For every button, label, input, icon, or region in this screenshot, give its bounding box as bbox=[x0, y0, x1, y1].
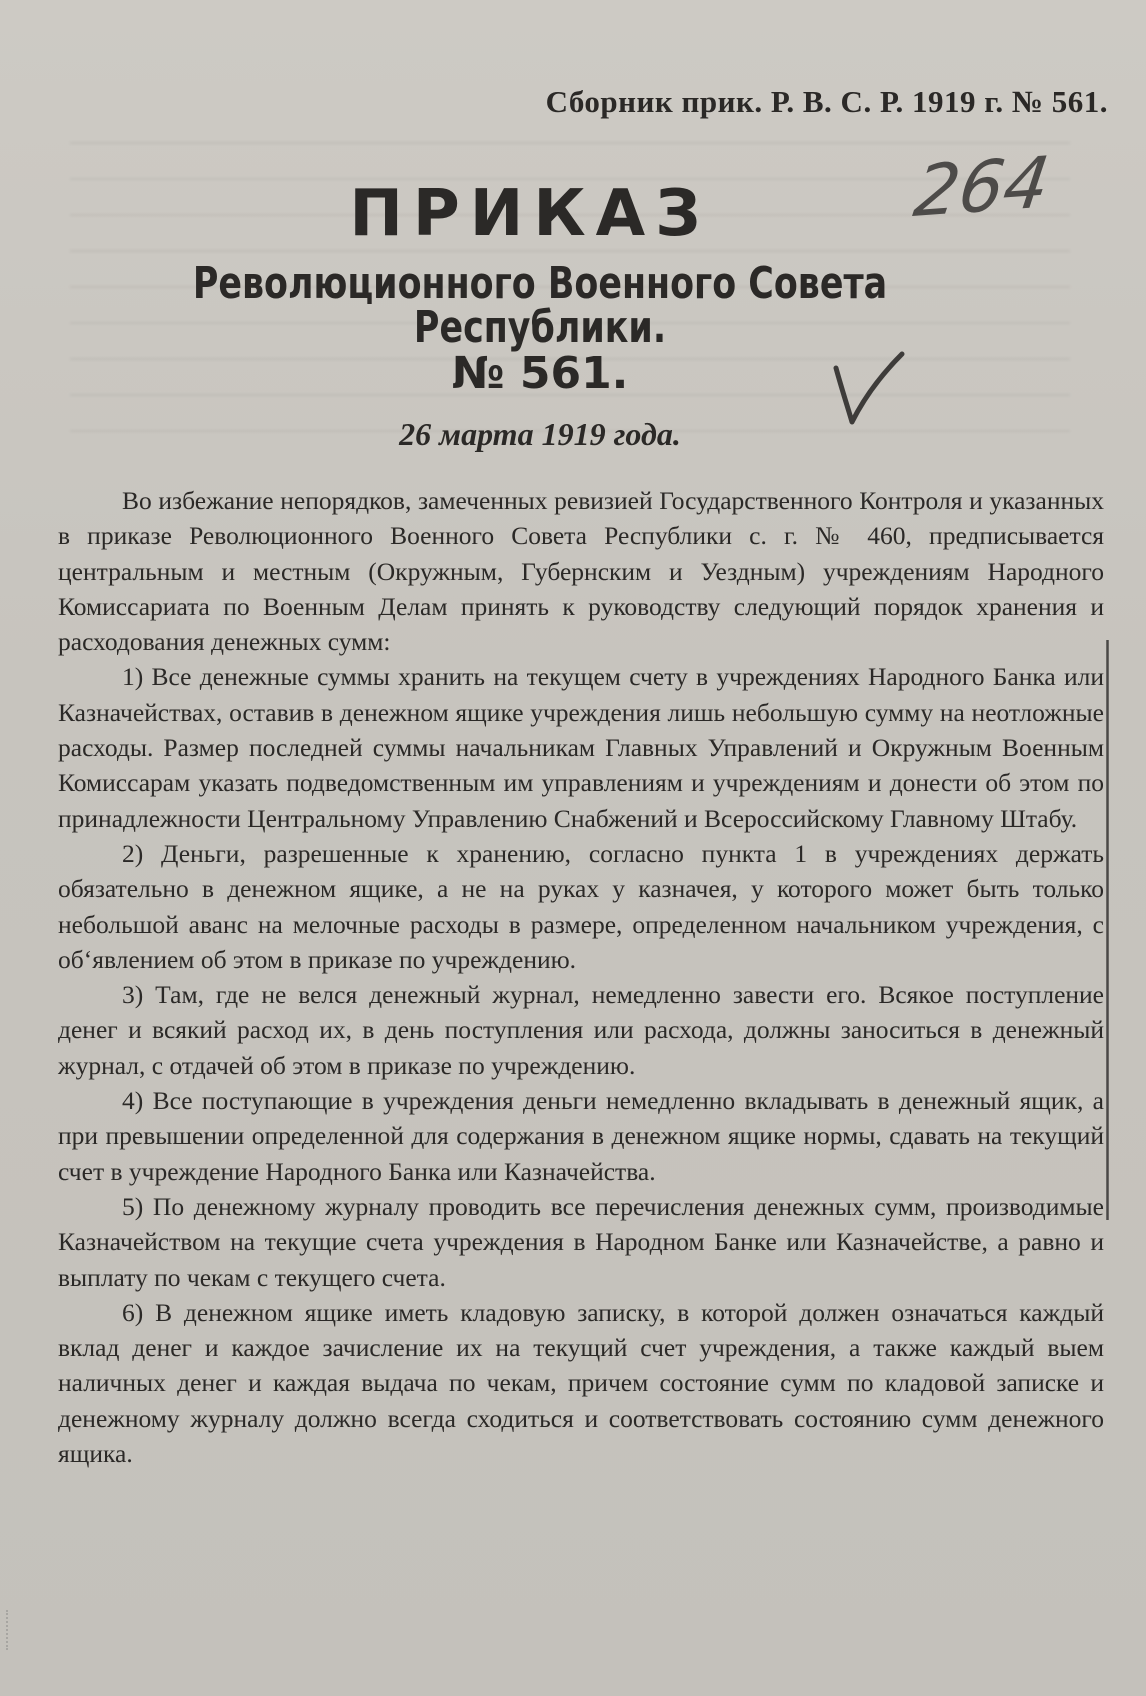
collection-reference: Сборник прик. Р. В. С. Р. 1919 г. № 561. bbox=[545, 84, 1108, 119]
order-body bbox=[58, 483, 1104, 1471]
document-subtitle: Революционного Военного Совета Республики. bbox=[192, 258, 888, 353]
document-title: ПРИКАЗ bbox=[349, 177, 711, 251]
order-date: 26 марта 1919 года. bbox=[399, 416, 681, 452]
preamble-paragraph: Во избежание непорядков, замеченных ревизией Государственного Контроля и указанных в приказе Революционного Военного Совета Республики с. г. № 460, предписывается центральным и местным (Окружным, Губернским и Уездным) учреждениям Народного Комиссариата по Военным Делам принять к руководству следующий порядок хранения и расходования денежных сумм: bbox=[58, 486, 1104, 657]
list-item: 6) В денежном ящике иметь кладовую записку, в которой должен означаться каждый вклад денег и каждое зачисление их на текущий счет учреждения, а также каждый выем наличных денег и каждая выдача по чекам, причем состояние сумм по кладовой записке и денежному журналу должно всегда сходиться и соответствовать состоянию сумм денежного ящика. bbox=[58, 1297, 1104, 1469]
list-item: 1) Все денежные суммы хранить на текущем счету в учреждениях Народного Банка или Казначействах, оставив в денежном ящике учреждения лишь небольшую сумму на неотложные расходы. Размер последней суммы начальникам Главных Управлений и Окружным Военным Комиссарам указать подведомственным им управлениям и учреждениям и донести об этом по принадлежности Центральному Управлению Снабжений и Всероссийскому Главному Штабу. bbox=[58, 662, 1104, 833]
margin-pencil-line bbox=[1106, 640, 1109, 1220]
list-item: 2) Деньги, разрешенные к хранению, согласно пункта 1 в учреждениях держать обязательно в денежном ящике, а не на руках у казначея, у которого может быть только небольшой аванс на мелочные расходы в размере, определенном начальником учреждения, с об‘явлением об этом в приказе по учреждению. bbox=[58, 838, 1104, 974]
order-number: № 561. bbox=[451, 348, 629, 399]
list-item: 3) Там, где не велся денежный журнал, немедленно завести его. Всякое поступление денег и всякий расход их, в день поступления или расхода, должны заноситься в денежный журнал, с отдачей об этом в приказе по учреждению. bbox=[58, 980, 1104, 1080]
list-item: 4) Все поступающие в учреждения деньги немедленно вкладывать в денежный ящик, а при превышении определенной для содержания в денежном ящике нормы, сдавать на текущий счет в учреждение Народного Банка или Казначейства. bbox=[58, 1086, 1104, 1186]
list-item: 5) По денежному журналу проводить все перечисления денежных сумм, производимые Казначейством на текущие счета учреждения в Народном Банке или Казначействе, а равно и выплату по чекам с текущего счета. bbox=[58, 1191, 1104, 1292]
handwritten-page-number: 264 bbox=[909, 140, 1055, 234]
edge-mark bbox=[6, 1610, 22, 1650]
